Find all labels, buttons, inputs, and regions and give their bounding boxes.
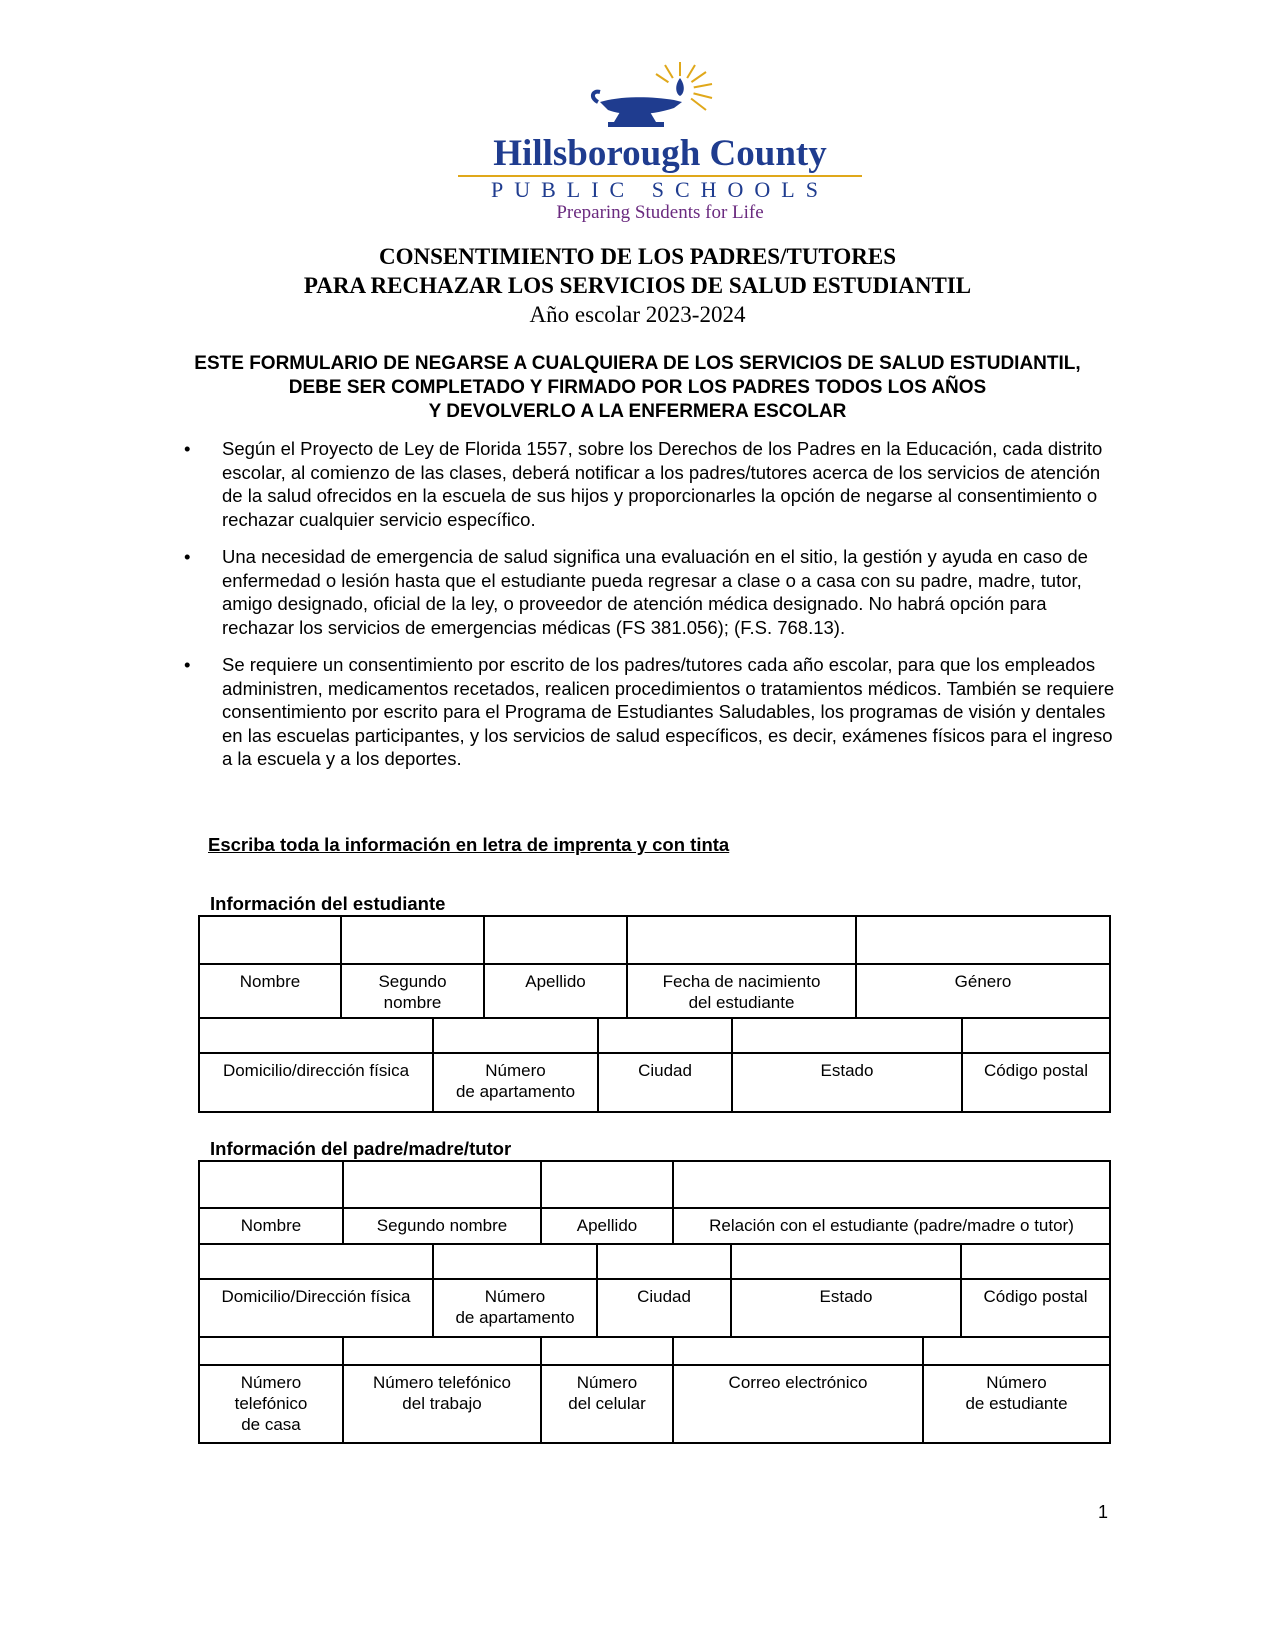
bullet-icon: • [184, 546, 191, 567]
student-section-heading: Información del estudiante [210, 893, 446, 914]
parent-work-phone-field[interactable] [342, 1336, 542, 1366]
parent-section-heading: Información del padre/madre/tutor [210, 1138, 512, 1159]
bullet-icon: • [184, 438, 191, 459]
label-parent-home-phone: Número telefónico de casa [198, 1364, 344, 1444]
form-title-line-1: CONSENTIMIENTO DE LOS PADRES/TUTORES [379, 244, 896, 269]
student-dob-field[interactable] [626, 915, 857, 965]
bullet-text: Se requiere un consentimiento por escrito de los padres/tutores cada año escolar, para que los empleados administren, medicamentos recetados, realicen procedimientos o tratamientos médicos. También se requiere consentimiento por escrito para el Programa de Estudiantes Saludables, los programas de visión y dentales en las escuelas participantes, y los servicios de salud específicos, es decir, exámenes físicos para el ingreso a la escuela y a los deportes. [222, 654, 1115, 769]
student-gender-field[interactable] [855, 915, 1111, 965]
form-warning [0, 352, 1275, 424]
label-parent-cell-phone: Número del celular [540, 1364, 674, 1444]
label-student-dob: Fecha de nacimiento del estudiante [626, 963, 857, 1019]
parent-relationship-field[interactable] [672, 1160, 1111, 1209]
label-parent-email: Correo electrónico [672, 1364, 924, 1444]
label-parent-address: Domicilio/Dirección física [198, 1278, 434, 1338]
warning-line-1: ESTE FORMULARIO DE NEGARSE A CUALQUIERA DE LOS SERVICIOS DE SALUD ESTUDIANTIL, [194, 353, 1081, 374]
logo-district-name: Hillsborough County [493, 133, 827, 174]
page-number: 1 [1098, 1502, 1109, 1522]
label-parent-relationship: Relación con el estudiante (padre/madre o tutor) [672, 1207, 1111, 1245]
label-parent-zip: Código postal [960, 1278, 1111, 1338]
label-parent-apartment: Número de apartamento [432, 1278, 598, 1338]
parent-email-field[interactable] [672, 1336, 924, 1366]
label-student-gender: Género [855, 963, 1111, 1019]
list-item [180, 545, 1120, 639]
student-middle-name-field[interactable] [340, 915, 485, 965]
student-number-field[interactable] [922, 1336, 1111, 1366]
oil-lamp-sunburst-icon [590, 60, 730, 132]
list-item [180, 437, 1120, 531]
student-first-name-field[interactable] [198, 915, 342, 965]
student-apartment-field[interactable] [432, 1017, 599, 1054]
student-city-field[interactable] [597, 1017, 733, 1054]
parent-address-field[interactable] [198, 1243, 434, 1280]
print-instructions: Escriba toda la información en letra de imprenta y con tinta [208, 834, 730, 855]
parent-middle-name-field[interactable] [342, 1160, 542, 1209]
label-student-last-name: Apellido [483, 963, 628, 1019]
parent-first-name-field[interactable] [198, 1160, 344, 1209]
logo-tagline: Preparing Students for Life [556, 202, 764, 223]
district-logo [440, 60, 880, 223]
parent-cell-phone-field[interactable] [540, 1336, 674, 1366]
list-item [180, 653, 1120, 771]
label-student-middle-name: Segundo nombre [340, 963, 485, 1019]
parent-last-name-field[interactable] [540, 1160, 674, 1209]
label-parent-middle-name: Segundo nombre [342, 1207, 542, 1245]
label-student-apartment: Número de apartamento [432, 1052, 599, 1113]
label-parent-last-name: Apellido [540, 1207, 674, 1245]
logo-subtitle: PUBLIC SCHOOLS [491, 177, 829, 202]
parent-state-field[interactable] [730, 1243, 962, 1280]
label-parent-state: Estado [730, 1278, 962, 1338]
warning-line-2: DEBE SER COMPLETADO Y FIRMADO POR LOS PADRES TODOS LOS AÑOS [288, 377, 987, 398]
bullet-text: Según el Proyecto de Ley de Florida 1557, sobre los Derechos de los Padres en la Educación, cada distrito escolar, al comienzo de las clases, deberá notificar a los padres/tutores acerca de los servicios de atención de la salud ofrecidos en la escuela de sus hijos y proporcionarles la opción de negarse al consentimiento o rechazar cualquier servicio específico. [222, 438, 1103, 530]
label-parent-first-name: Nombre [198, 1207, 344, 1245]
info-bullet-list [180, 437, 1120, 785]
label-student-first-name: Nombre [198, 963, 342, 1019]
student-last-name-field[interactable] [483, 915, 628, 965]
bullet-icon: • [184, 654, 191, 675]
label-student-zip: Código postal [961, 1052, 1111, 1113]
label-student-state: Estado [731, 1052, 963, 1113]
warning-line-3: Y DEVOLVERLO A LA ENFERMERA ESCOLAR [428, 401, 847, 422]
parent-city-field[interactable] [596, 1243, 732, 1280]
student-address-field[interactable] [198, 1017, 434, 1054]
school-year: Año escolar 2023-2024 [529, 302, 746, 327]
form-title-line-2: PARA RECHAZAR LOS SERVICIOS DE SALUD ESTUDIANTIL [303, 273, 972, 298]
label-parent-work-phone: Número telefónico del trabajo [342, 1364, 542, 1444]
parent-apartment-field[interactable] [432, 1243, 598, 1280]
label-student-address: Domicilio/dirección física [198, 1052, 434, 1113]
label-student-number: Número de estudiante [922, 1364, 1111, 1444]
student-state-field[interactable] [731, 1017, 963, 1054]
bullet-text: Una necesidad de emergencia de salud significa una evaluación en el sitio, la gestión y ayuda en caso de enfermedad o lesión hasta que el estudiante pueda regresar a clase o a casa con su padre, madre, tutor, amigo designado, oficial de la ley, o proveedor de atención médica designado. No habrá opción para rechazar los servicios de emergencias médicas (FS 381.056); (F.S. 768.13). [222, 546, 1088, 638]
label-student-city: Ciudad [597, 1052, 733, 1113]
student-zip-field[interactable] [961, 1017, 1111, 1054]
label-parent-city: Ciudad [596, 1278, 732, 1338]
parent-home-phone-field[interactable] [198, 1336, 344, 1366]
parent-zip-field[interactable] [960, 1243, 1111, 1280]
